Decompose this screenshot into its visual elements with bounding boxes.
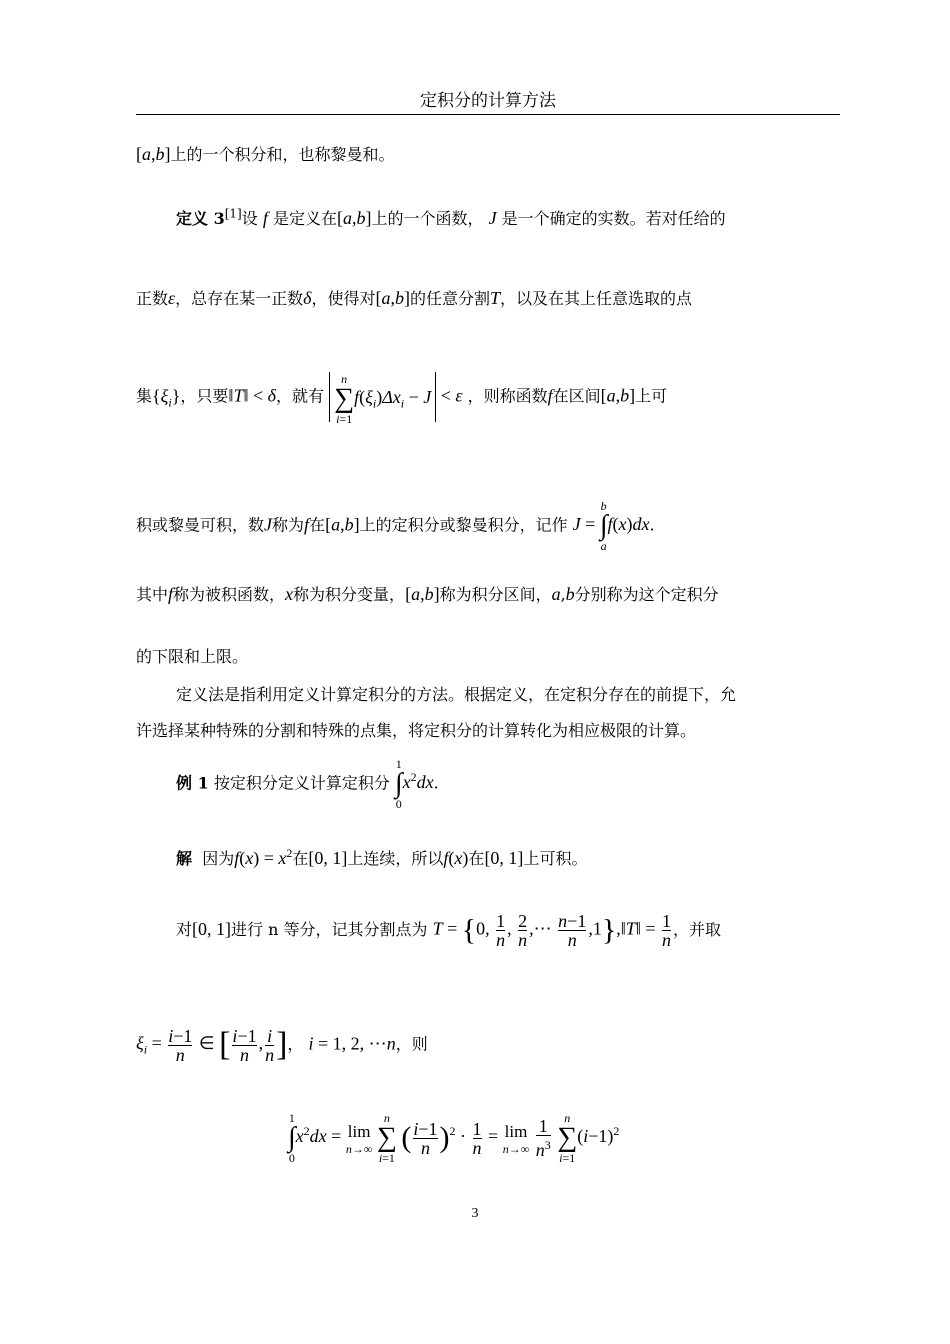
citation-ref: [1] (224, 206, 242, 221)
math-index-range: i = 1, 2, ⋯n (308, 1033, 396, 1054)
math-f: f (262, 208, 268, 228)
math-J: J (488, 208, 497, 228)
header-rule (136, 114, 840, 115)
text-line-6: 其中f称为被积函数，x称为积分变量，[a,b]称为积分区间，a,b分别称为这个定积分 (136, 584, 719, 604)
math-epsilon: ε (168, 288, 176, 308)
partition-line: 对[0, 1]进行 n 等分，记其分割点为 T = {0, $\frac{1}{n}$ , $\frac{2}{n}$ ,⋯ $\frac{n-1}{n}$ ,1},‖T‖ = $\frac{1}{n}$ ，并取 (176, 911, 722, 950)
math-partition-set: T = {0, $\frac{1}{n}$ , $\frac{2}{n}$ ,⋯ $\frac{n-1}{n}$ ,1},‖T‖ = $\frac{1}{n}$ (432, 911, 672, 950)
sample-points-line: $\xi_i$ = $\frac{i-1}{n}$ ∈ [ $\frac{i-1}{n}$ , $\frac{i}{n}$ ]， i = 1, 2, ⋯n，则 (136, 1025, 428, 1065)
math-delta: δ (303, 288, 312, 308)
text-line-1: [a,b]上的一个积分和，也称黎曼和。 (136, 144, 395, 164)
definition-label: 定义 3 (176, 209, 225, 228)
display-equation (288, 1112, 619, 1164)
math-xi-choice: $\xi_i$ = $\frac{i-1}{n}$ ∈ [ $\frac{i-1}{n}$ , $\frac{i}{n}$ ] (136, 1025, 288, 1065)
definition-3-line: 定义 3[1]设 f 是定义在[a,b]上的一个函数， J 是一个确定的实数。若对任给的 (176, 206, 726, 228)
text-line-7: 的下限和上限。 (136, 647, 249, 666)
example-1-line: 例 1 按定积分定义计算定积分 1 ∫ 0 $x^2dx$. (176, 757, 439, 811)
text-line-5: 积或黎曼可积，数J称为f在[a,b]上的定积分或黎曼积分，记作 J = b ∫ a f(x)dx. (136, 499, 655, 553)
math-definite-integral-ab: J = b ∫ a f(x)dx (572, 499, 650, 553)
solution-label: 解 (176, 849, 193, 868)
text-line-3: 正数ε，总存在某一正数δ，使得对[a,b]的任意分割T，以及在其上任意选取的点 (136, 288, 693, 308)
page-header-title: 定积分的计算方法 (420, 91, 556, 111)
solution-line: 解 因为$f(x) = x^2$在[0, 1]上连续，所以f(x)在[0, 1]上可积。 (176, 846, 588, 868)
math-T: T (490, 288, 501, 308)
math-integral-x2: 1 ∫ 0 $x^2dx$ (394, 757, 434, 811)
math-integral-limit-expansion: 1 ∫ 0 $x^2dx$ = lim n→∞ n ∑ i=1 ( $\frac{i-1}{n}$ )$^2$ · $\frac{1}{n}$ = lim n→∞ $\frac{1}{n^3}$ n ∑ i=1 $(i-1)^2$ (288, 1111, 620, 1165)
text-line-4: 集$\{\xi_i\}$，只要‖T‖ < δ，就有 n ∑ i=1 $f(\xi_i)\Delta x_i - J < \varepsilon$ ，则称函数f在区间[a,b]上可 (136, 371, 668, 426)
paragraph-2-line-1: 定义法是指利用定义计算定积分的方法。根据定义，在定积分存在的前提下，允 (176, 685, 737, 704)
example-label: 例 1 (176, 773, 209, 793)
paragraph-2-line-2: 许选择某种特殊的分割和特殊的点集，将定积分的计算转化为相应极限的计算。 (136, 721, 697, 740)
page-number: 3 (471, 1206, 479, 1221)
math-interval-ab: [a,b] (136, 144, 171, 164)
math-riemann-sum-condition: n ∑ i=1 $f(\xi_i)\Delta x_i - J$ (329, 372, 436, 422)
math-norm-condition: ‖T‖ < δ (228, 385, 277, 406)
